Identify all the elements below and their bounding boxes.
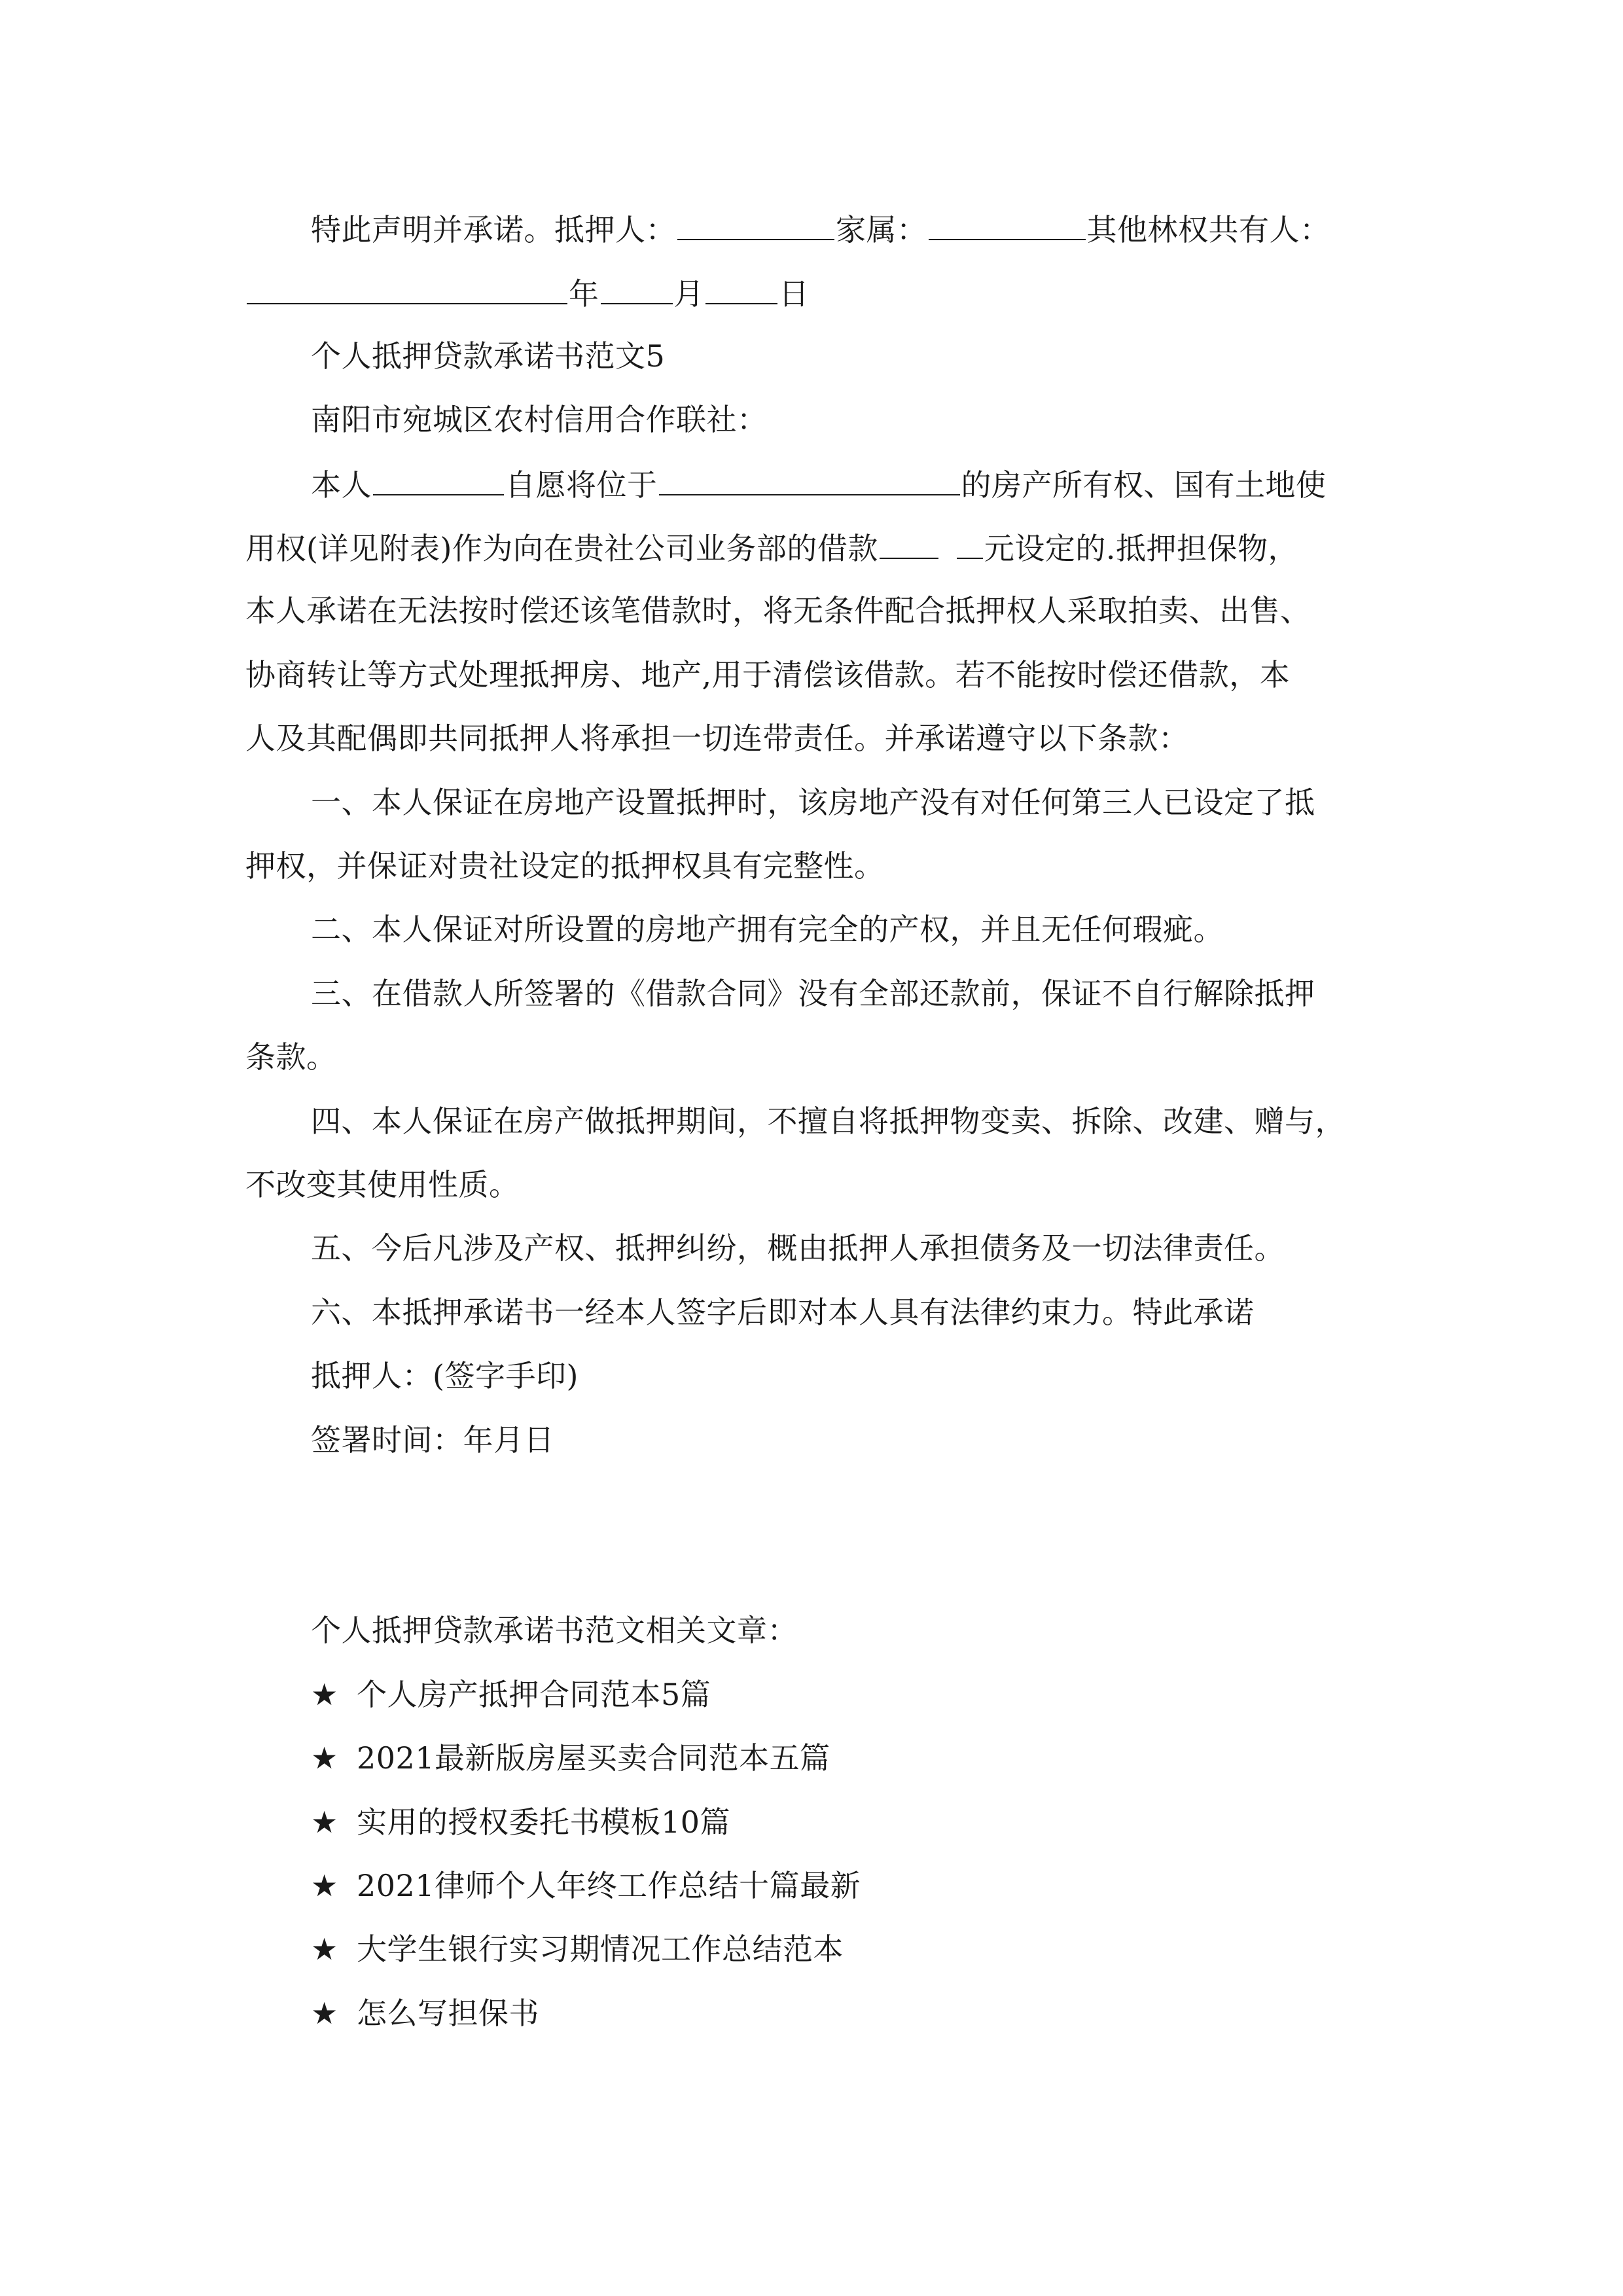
related-item-label[interactable]: 个人房产抵押合同范本5篇 <box>357 1677 711 1712</box>
clause1-line1: 一、本人保证在房地产设置抵押时，该房地产没有对任何第三人已设定了抵 <box>311 785 1315 820</box>
related-item[interactable] <box>311 1738 830 1778</box>
section-title: 个人抵押贷款承诺书范文5 <box>311 338 666 374</box>
para1-line4: 协商转让等方式处理抵押房、地产,用于清偿该借款。若不能按时偿还借款，本 <box>245 657 1291 692</box>
related-item[interactable] <box>311 1929 844 1969</box>
related-item-label[interactable]: 怎么写担保书 <box>357 1996 539 2031</box>
star-icon: ★ <box>311 1996 338 2031</box>
related-item-label[interactable]: 实用的授权委托书模板10篇 <box>357 1804 731 1840</box>
clause5: 五、今后凡涉及产权、抵押纠纷，概由抵押人承担债务及一切法律责任。 <box>311 1230 1285 1266</box>
addressee: 南阳市宛城区农村信用合作联社： <box>311 402 768 437</box>
related-item[interactable] <box>311 1675 711 1714</box>
month-blank <box>601 273 673 304</box>
clause4-line2: 不改变其使用性质。 <box>245 1167 520 1202</box>
related-item[interactable] <box>311 1803 730 1842</box>
clause1-line2: 押权，并保证对贵社设定的抵押权具有完整性。 <box>245 848 885 884</box>
clause3-line1: 三、在借款人所签署的《借款合同》没有全部还款前，保证不自行解除抵押 <box>311 976 1315 1011</box>
family-label: 家属： <box>836 212 927 247</box>
loan-blank-1 <box>880 528 938 559</box>
name-blank <box>373 464 504 495</box>
date-line <box>245 273 810 314</box>
para1-collateral: 元设定的.抵押担保物， <box>984 531 1299 566</box>
para1-line3: 本人承诺在无法按时偿还该笔借款时，将无条件配合抵押权人采取拍卖、出售、 <box>245 593 1311 628</box>
related-heading: 个人抵押贷款承诺书范文相关文章： <box>311 1613 798 1648</box>
day-blank <box>705 273 777 304</box>
related-item-label[interactable]: 大学生银行实习期情况工作总结范本 <box>357 1931 844 1967</box>
para1-location-label: 自愿将位于 <box>505 467 658 503</box>
clause6: 六、本抵押承诺书一经本人签字后即对本人具有法律约束力。特此承诺 <box>311 1295 1255 1330</box>
para1-property: 的房产所有权、国有土地使 <box>961 467 1327 503</box>
clause4-line1: 四、本人保证在房产做抵押期间，不擅自将抵押物变卖、拆除、改建、赠与， <box>311 1103 1346 1139</box>
loan-blank-2 <box>957 528 983 559</box>
day-label: 日 <box>779 276 810 312</box>
mortgagor-blank <box>677 209 834 240</box>
declaration-text: 特此声明并承诺。抵押人： <box>311 212 676 247</box>
location-blank <box>659 464 960 495</box>
para1-self: 本人 <box>311 467 372 503</box>
star-icon: ★ <box>311 1931 338 1967</box>
star-icon: ★ <box>311 1804 338 1840</box>
clause2: 二、本人保证对所设置的房地产拥有完全的产权，并且无任何瑕疵。 <box>311 912 1224 947</box>
para1-line2 <box>245 528 1298 568</box>
para1-loan-label: 用权(详见附表)作为向在贵社公司业务部的借款 <box>245 531 878 566</box>
co-owner-blank <box>247 273 567 304</box>
year-label: 年 <box>569 276 599 312</box>
star-icon: ★ <box>311 1677 338 1712</box>
family-blank <box>929 209 1086 240</box>
clause3-line2: 条款。 <box>245 1039 337 1075</box>
co-owner-label: 其他林权共有人： <box>1086 212 1330 247</box>
month-label: 月 <box>673 276 704 312</box>
para1-line1 <box>311 464 1327 505</box>
declaration-line <box>311 209 1330 249</box>
star-icon: ★ <box>311 1868 338 1903</box>
signer-line: 抵押人：(签字手印) <box>311 1358 579 1393</box>
star-icon: ★ <box>311 1740 338 1776</box>
related-item-label[interactable]: 2021最新版房屋买卖合同范本五篇 <box>357 1740 830 1776</box>
sign-time-line: 签署时间：年月日 <box>311 1422 554 1458</box>
para1-line5: 人及其配偶即共同抵押人将承担一切连带责任。并承诺遵守以下条款： <box>245 721 1189 756</box>
related-item-label[interactable]: 2021律师个人年终工作总结十篇最新 <box>357 1868 861 1903</box>
related-item[interactable] <box>311 1866 861 1905</box>
related-item[interactable] <box>311 1994 539 2033</box>
